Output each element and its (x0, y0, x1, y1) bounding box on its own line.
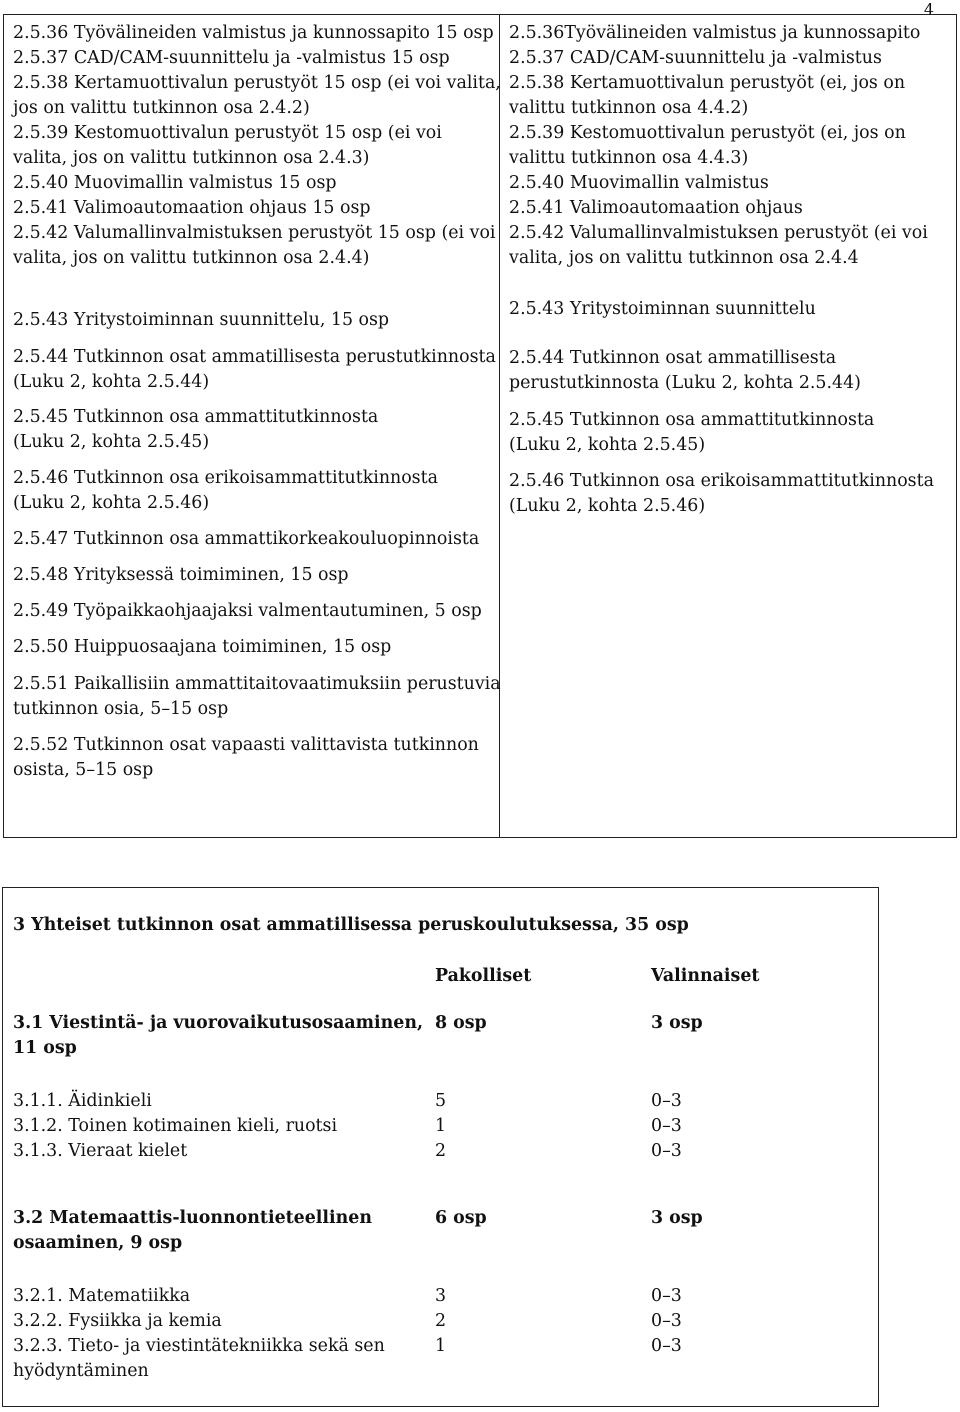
right-entry: 2.5.39 Kestomuottivalun perustyöt (ei, jos on valittu tutkinnon osa 4.4.3) (509, 123, 906, 168)
qualification-units-table (3, 14, 957, 838)
right-entry: 2.5.46 Tutkinnon osa erikoisammattitutkinnosta (Luku 2, kohta 2.5.46) (509, 471, 934, 516)
left-entry: 2.5.41 Valimoautomaation ohjaus 15 osp (13, 198, 371, 218)
left-entry: 2.5.37 CAD/CAM-suunnittelu ja -valmistus 15 osp (13, 48, 450, 68)
group-items: 3.2.1. Matematiikka 3.2.2. Fysiikka ja kemia 3.2.3. Tieto- ja viestintätekniikka sekä sen hyödyntäminen (13, 1286, 385, 1381)
left-entry: 2.5.39 Kestomuottivalun perustyöt 15 osp (ei voi valita, jos on valittu tutkinnon osa 2.4.3) (13, 123, 442, 168)
group-items: 3.1.1. Äidinkieli 3.1.2. Toinen kotimainen kieli, ruotsi 3.1.3. Vieraat kielet (13, 1091, 338, 1161)
group-items-mandatory: 5 1 2 (435, 1091, 447, 1161)
right-entry: 2.5.37 CAD/CAM-suunnittelu ja -valmistus (509, 48, 882, 68)
left-entry: 2.5.52 Tutkinnon osat vapaasti valittavista tutkinnon osista, 5–15 osp (13, 735, 479, 780)
left-entry: 2.5.48 Yrityksessä toimiminen, 15 osp (13, 565, 349, 585)
left-entry: 2.5.46 Tutkinnon osa erikoisammattitutkinnosta (Luku 2, kohta 2.5.46) (13, 468, 438, 513)
left-entry: 2.5.45 Tutkinnon osa ammattitutkinnosta (Luku 2, kohta 2.5.45) (13, 407, 379, 452)
group-items-optional: 0–3 0–3 0–3 (651, 1091, 682, 1161)
right-entry: 2.5.43 Yritystoiminnan suunnittelu (509, 299, 816, 319)
left-entry: 2.5.40 Muovimallin valmistus 15 osp (13, 173, 337, 193)
left-entry: 2.5.42 Valumallinvalmistuksen perustyöt 15 osp (ei voi valita, jos on valittu tutkinnon osa 2.4.4) (13, 223, 496, 268)
group-items-mandatory: 3 2 1 (435, 1286, 447, 1356)
right-entry: 2.5.40 Muovimallin valmistus (509, 173, 769, 193)
left-entry: 2.5.49 Työpaikkaohjaajaksi valmentautuminen, 5 osp (13, 601, 482, 621)
right-entry: 2.5.42 Valumallinvalmistuksen perustyöt (ei voi valita, jos on valittu tutkinnon osa 2.4.4 (509, 223, 928, 268)
left-entry: 2.5.51 Paikallisiin ammattitaitovaatimuksiin perustuvia tutkinnon osia, 5–15 osp (13, 674, 501, 719)
left-entry: 2.5.38 Kertamuottivalun perustyöt 15 osp (ei voi valita, jos on valittu tutkinnon osa 2.4.2) (13, 73, 501, 118)
header-optional: Valinnaiset (651, 966, 760, 986)
group-mandatory: 6 osp (435, 1208, 487, 1228)
left-entry: 2.5.36 Työvälineiden valmistus ja kunnossapito 15 osp (13, 23, 494, 43)
group-optional: 3 osp (651, 1013, 703, 1033)
right-entry: 2.5.41 Valimoautomaation ohjaus (509, 198, 803, 218)
header-mandatory: Pakolliset (435, 966, 532, 986)
right-entry: 2.5.36Työvälineiden valmistus ja kunnossapito (509, 23, 921, 43)
group-items-optional: 0–3 0–3 0–3 (651, 1286, 682, 1356)
left-entry: 2.5.44 Tutkinnon osat ammatillisesta perustutkinnosta (Luku 2, kohta 2.5.44) (13, 347, 496, 392)
left-entry: 2.5.43 Yritystoiminnan suunnittelu, 15 osp (13, 310, 390, 330)
group-optional: 3 osp (651, 1208, 703, 1228)
right-entry: 2.5.45 Tutkinnon osa ammattitutkinnosta (Luku 2, kohta 2.5.45) (509, 410, 875, 455)
group-mandatory: 8 osp (435, 1013, 487, 1033)
right-entry: 2.5.44 Tutkinnon osat ammatillisesta perustutkinnosta (Luku 2, kohta 2.5.44) (509, 348, 861, 393)
page-number: 4 (923, 0, 934, 19)
right-entry: 2.5.38 Kertamuottivalun perustyöt (ei, jos on valittu tutkinnon osa 4.4.2) (509, 73, 906, 118)
left-entry: 2.5.50 Huippuosaajana toimiminen, 15 osp (13, 637, 392, 657)
table-title: 3 Yhteiset tutkinnon osat ammatillisessa peruskoulutuksessa, 35 osp (13, 915, 689, 935)
left-column (13, 15, 501, 780)
group-name: 3.1 Viestintä- ja vuorovaikutusosaaminen, 11 osp (13, 1013, 424, 1058)
left-entry: 2.5.47 Tutkinnon osa ammattikorkeakouluopinnoista (13, 529, 480, 549)
group-name: 3.2 Matemaattis-luonnontieteellinen osaaminen, 9 osp (13, 1208, 372, 1253)
common-units-table (2, 887, 879, 1407)
right-column (509, 15, 949, 516)
